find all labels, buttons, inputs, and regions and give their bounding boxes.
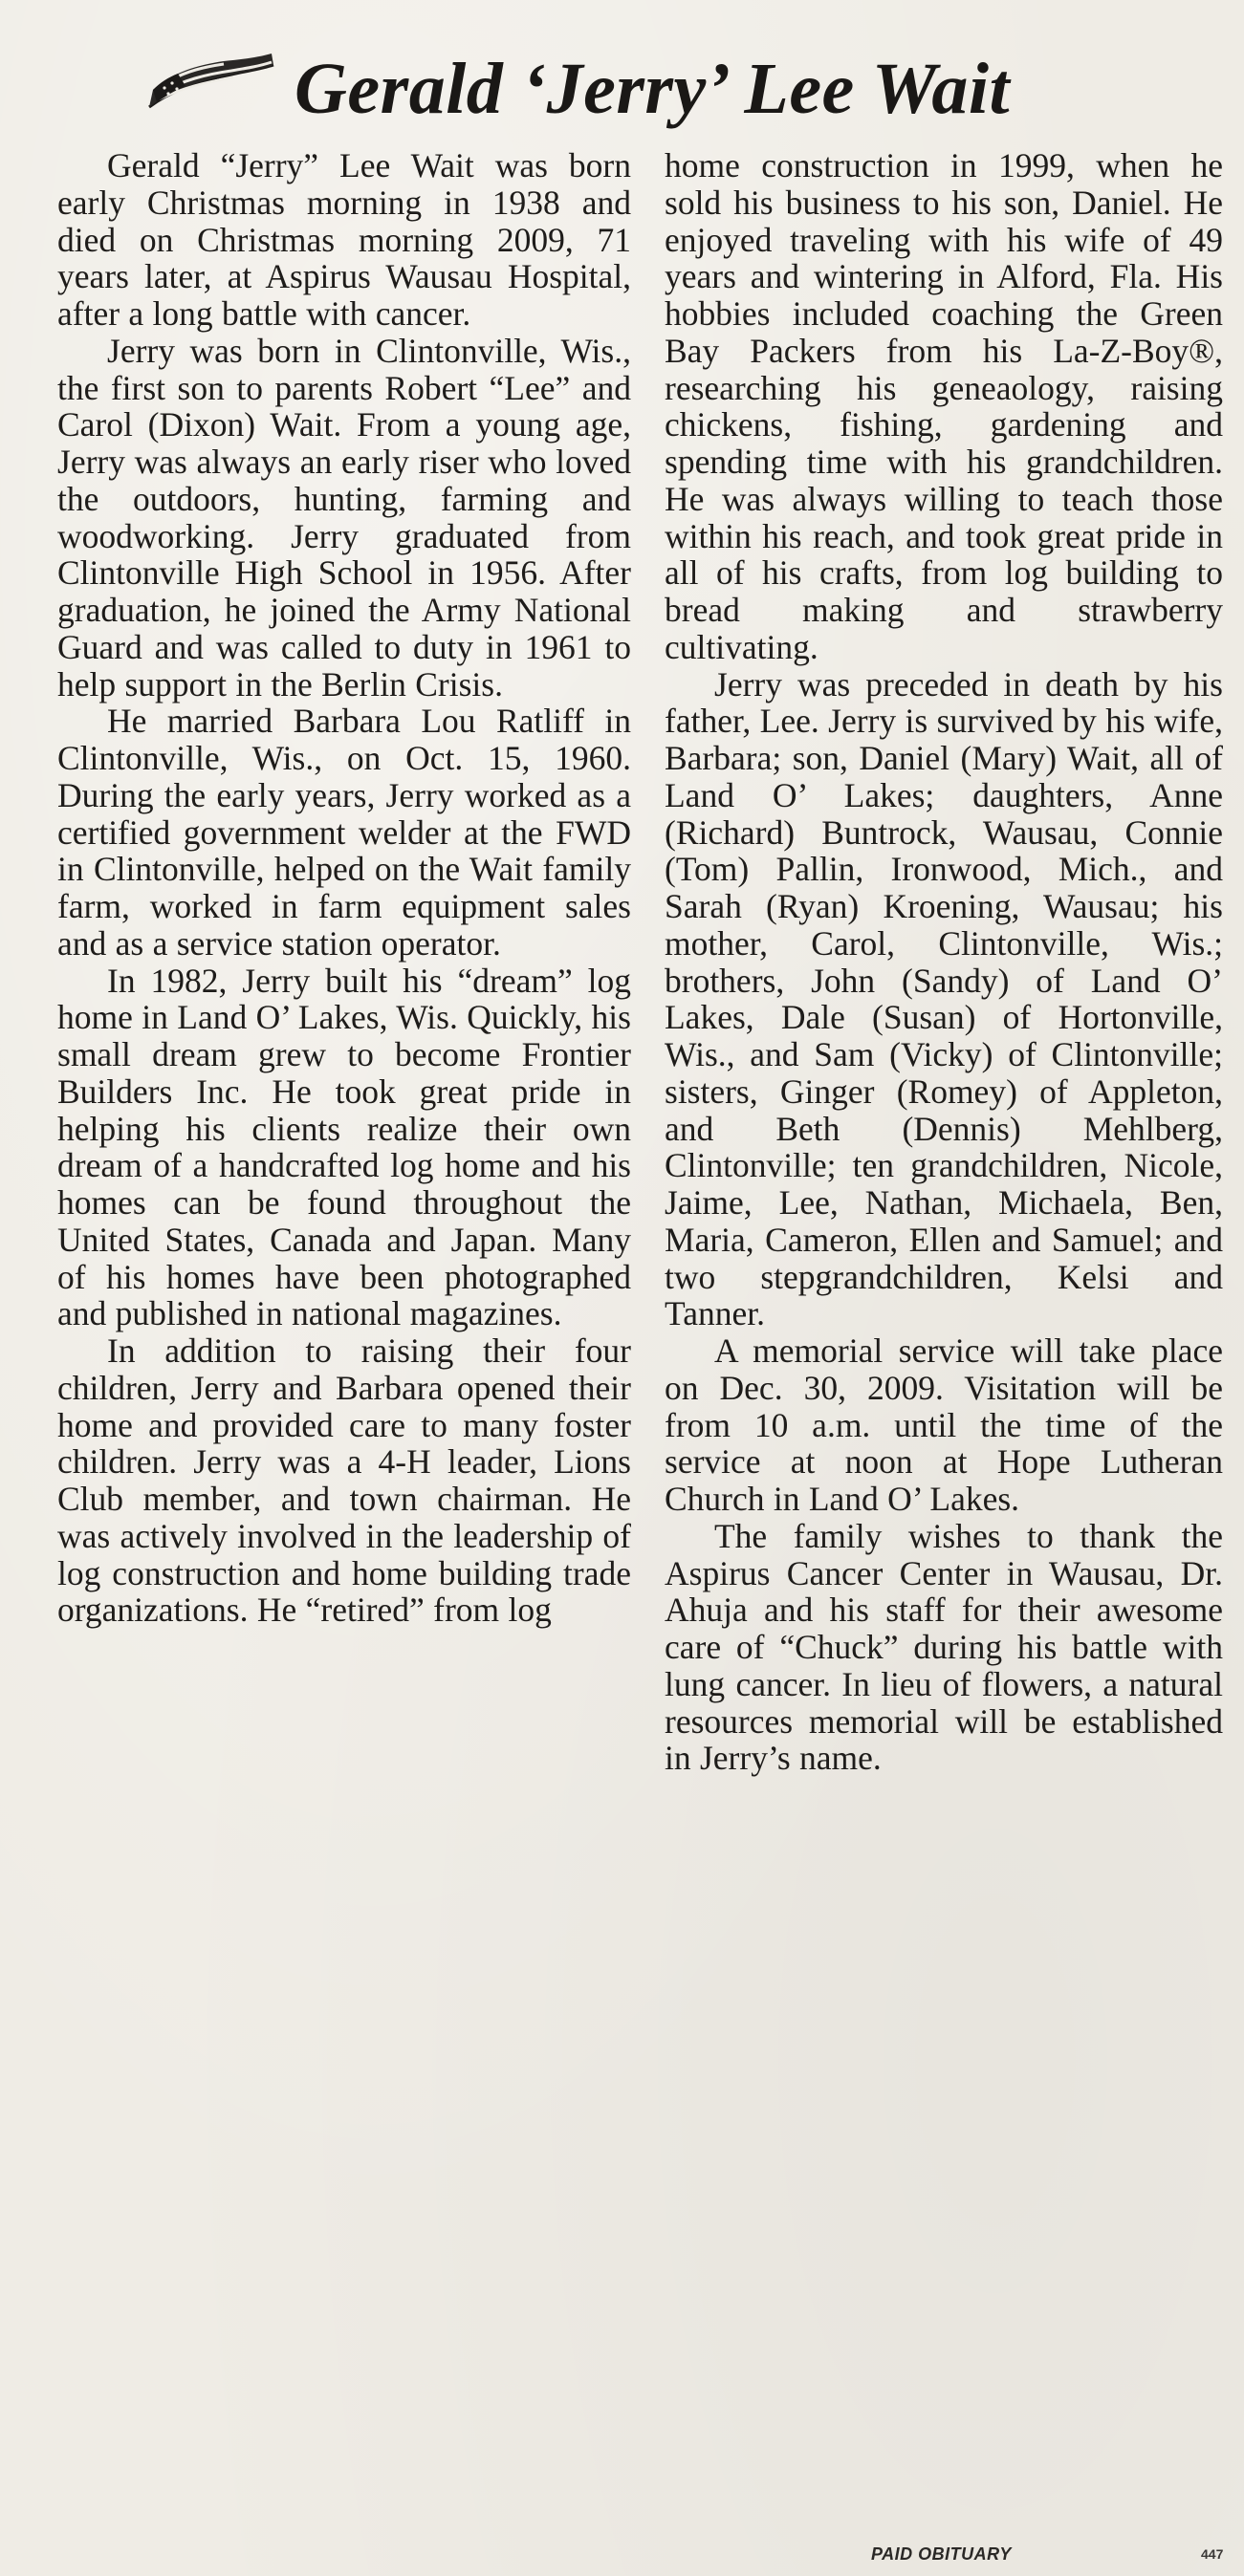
previous-article-bleed-through bbox=[0, 0, 1244, 29]
obituary-header bbox=[143, 38, 1100, 134]
paragraph-memorial-service: A memorial service will take place on Dec. 30, 2009. Visitation will be from 10 a.m. until the time of the service at noon at Hope Lutheran Church in Land O’ Lakes. bbox=[665, 1331, 1223, 1518]
paragraph-early-life: Jerry was born in Clintonville, Wis., the first son to parents Robert “Lee” and Carol (Dixon) Wait. From a young age, Jerry was always an early riser who loved the outdoors, hunting, farming and woodworking. Jerry graduated from Clintonville High School in 1956. After graduation, he joined the Army National Guard and was called to duty in 1961 to help support in the Berlin Crisis. bbox=[57, 331, 631, 704]
paragraph-retirement-hobbies: home construction in 1999, when he sold his business to his son, Daniel. He enjoyed traveling with his wife of 49 years and wintering in Alford, Fla. His hobbies included coaching the Green Bay Packers from his La-Z-Boy®, researching his geneaology, raising chickens, fishing, gardening and spending time with his grandchildren. He was always willing to teach those within his reach, and took great pride in all of his crafts, from log building to bread making and strawberry cultivating. bbox=[665, 146, 1223, 666]
paragraph-family-thanks: The family wishes to thank the Aspirus Cancer Center in Wausau, Dr. Ahuja and his staff for their awesome care of “Chuck” during his battle with lung cancer. In lieu of flowers, a natural resources memorial will be established in Jerry’s name. bbox=[665, 1516, 1223, 1778]
obituary-title: Gerald ‘Jerry’ Lee Wait bbox=[295, 49, 1011, 129]
paragraph-family-community: In addition to raising their four children, Jerry and Barbara opened their home and provided care to many foster children. Jerry was a 4-H leader, Lions Club member, and town chairman. He was actively involved in the leadership of log construction and home building trade organizations. He “retired” from log bbox=[57, 1331, 631, 1630]
paid-obituary-label: PAID OBITUARY bbox=[871, 2544, 1012, 2564]
paragraph-survivors: Jerry was preceded in death by his father, Lee. Jerry is survived by his wife, Barbara; son, Daniel (Mary) Wait, all of Land O’ Lakes; daughters, Anne (Richard) Buntrock, Wausau, Connie (Tom) Pallin, Ironwood, Mich., and Sarah (Ryan) Kroening, Wausau; his mother, Carol, Clintonville, Wis.; brothers, John (Sandy) of Land O’ Lakes, Dale (Susan) of Hortonville, Wis., and Sam (Vicky) of Clintonville; sisters, Ginger (Romey) of Appleton, and Beth (Dennis) Mehlberg, Clintonville; ten grandchildren, Nicole, Jaime, Lee, Nathan, Michaela, Ben, Maria, Cameron, Ellen and Samuel; and two stepgrandchildren, Kelsi and Tanner. bbox=[665, 664, 1223, 1333]
article-right-column bbox=[665, 147, 1223, 1777]
article-left-column bbox=[57, 147, 631, 1629]
paragraph-birth-death: Gerald “Jerry” Lee Wait was born early Christmas morning in 1938 and died on Christmas morning 2009, 71 years later, at Aspirus Wausau Hospital, after a long battle with cancer. bbox=[57, 146, 631, 333]
page-number: 447 bbox=[1201, 2546, 1224, 2562]
american-flag-icon bbox=[143, 52, 277, 119]
paragraph-log-homes: In 1982, Jerry built his “dream” log home in Land O’ Lakes, Wis. Quickly, his small dream grew to become Frontier Builders Inc. He took great pride in helping his clients realize their own dream of a handcrafted log home and his homes can be found throughout the United States, Canada and Japan. Many of his homes have been photographed and published in national magazines. bbox=[57, 961, 631, 1333]
paragraph-marriage-career: He married Barbara Lou Ratliff in Clintonville, Wis., on Oct. 15, 1960. During the early years, Jerry worked as a certified government welder at the FWD in Clintonville, helped on the Wait family farm, worked in farm equipment sales and as a service station operator. bbox=[57, 702, 631, 963]
